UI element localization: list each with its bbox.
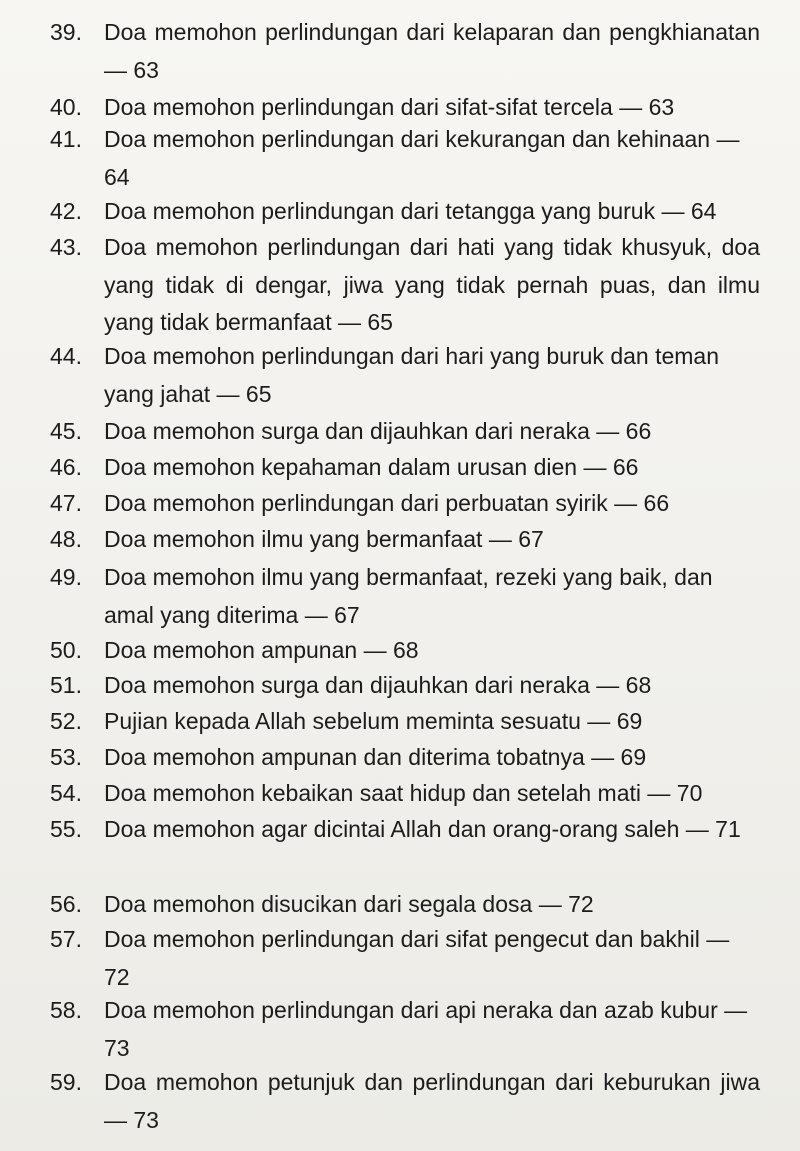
entry-title: Doa memohon ilmu yang bermanfaat — [104, 526, 483, 552]
separator: — — [363, 637, 387, 663]
entry-number: 41. — [50, 126, 82, 152]
separator: — — [104, 56, 127, 83]
separator: — — [488, 526, 512, 552]
toc-entry — [50, 1064, 760, 1139]
entry-text — [104, 992, 760, 1067]
separator: — — [647, 780, 671, 806]
entry-text — [104, 632, 760, 670]
entry-page: 65 — [245, 380, 272, 407]
toc-entry — [50, 811, 760, 849]
toc-entry — [50, 521, 760, 559]
toc-entry — [50, 193, 760, 231]
entry-title: Doa memohon perlindungan dari hati yang tidak khusyuk, doa yang tidak di dengar, jiwa yang tidak pernah puas, dan ilmu yang tidak bermanfaat — [104, 234, 760, 335]
entry-title: Doa memohon perlindungan dari sifat-sifat tercela — [104, 94, 613, 120]
entry-number: 58. — [50, 997, 82, 1023]
entry-number: 44. — [50, 343, 82, 369]
entry-page: 67 — [334, 601, 360, 628]
entry-page: 68 — [625, 672, 652, 698]
entry-title: Doa memohon ampunan — [104, 637, 358, 663]
entry-number: 42. — [50, 198, 82, 224]
entry-text — [104, 521, 760, 559]
entry-title: Pujian kepada Allah sebelum meminta sesuatu — [104, 708, 581, 734]
separator: — — [685, 816, 709, 842]
entry-title: Doa memohon kebaikan saat hidup dan setelah mati — [104, 780, 642, 806]
entry-text — [104, 485, 760, 523]
entry-title: Doa memohon ilmu yang bermanfaat, rezeki yang baik, dan amal yang diterima — [104, 564, 713, 628]
entry-number: 46. — [50, 454, 82, 480]
entry-number: 39. — [50, 19, 82, 45]
toc-entry — [50, 338, 760, 413]
toc-entry — [50, 739, 760, 777]
entry-number: 59. — [50, 1069, 82, 1095]
separator: — — [614, 490, 638, 516]
entry-title: Doa memohon perlindungan dari kelaparan dan pengkhianatan — [104, 19, 760, 45]
entry-number: 48. — [50, 526, 82, 552]
entry-text — [104, 449, 760, 487]
entry-number: 49. — [50, 564, 82, 590]
entry-page: 65 — [367, 309, 393, 335]
entry-text — [104, 667, 760, 705]
entry-page: 69 — [620, 744, 647, 770]
separator: — — [724, 997, 748, 1023]
entry-page: 70 — [676, 780, 703, 806]
toc-entry — [50, 886, 760, 924]
entry-text — [104, 811, 760, 849]
entry-page: 73 — [104, 1034, 130, 1061]
entry-page: 73 — [133, 1106, 159, 1133]
entry-page: 72 — [568, 891, 594, 917]
entry-title: Doa memohon perlindungan dari tetangga yang buruk — [104, 198, 656, 224]
separator: — — [716, 126, 740, 152]
entry-text — [104, 775, 760, 813]
separator: — — [104, 1106, 127, 1133]
entry-page: 66 — [625, 418, 652, 444]
toc-entry — [50, 14, 760, 89]
entry-text — [104, 338, 760, 413]
toc-entry — [50, 703, 760, 741]
toc-entry — [50, 413, 760, 451]
separator: — — [619, 94, 643, 120]
entry-number: 57. — [50, 926, 82, 952]
entry-title: Doa memohon agar dicintai Allah dan orang-orang saleh — [104, 816, 680, 842]
separator: — — [216, 380, 240, 407]
entry-text — [104, 14, 760, 89]
entry-number: 54. — [50, 780, 82, 806]
entry-title: Doa memohon surga dan dijauhkan dari neraka — [104, 672, 590, 698]
entry-text — [104, 921, 760, 996]
entry-number: 40. — [50, 94, 82, 120]
separator: — — [596, 672, 620, 698]
entry-page: 71 — [715, 816, 741, 842]
entry-text — [104, 193, 760, 231]
entry-title: Doa memohon disucikan dari segala dosa — [104, 891, 533, 917]
entry-title: Doa memohon perlindungan dari hari yang buruk dan teman yang jahat — [104, 343, 720, 407]
entry-text — [104, 739, 760, 777]
entry-number: 55. — [50, 816, 82, 842]
separator: — — [706, 926, 730, 952]
entry-text — [104, 229, 760, 342]
entry-text — [104, 559, 760, 634]
entry-number: 50. — [50, 637, 82, 663]
entry-title: Doa memohon perlindungan dari perbuatan syirik — [104, 490, 608, 516]
entry-number: 56. — [50, 891, 82, 917]
entry-title: Doa memohon petunjuk dan perlindungan dari keburukan jiwa — [104, 1069, 760, 1095]
toc-entry — [50, 229, 760, 342]
separator: — — [583, 454, 607, 480]
entry-number: 43. — [50, 234, 82, 260]
entry-page: 63 — [133, 56, 159, 83]
separator: — — [337, 309, 361, 335]
separator: — — [304, 601, 328, 628]
entry-title: Doa memohon ampunan dan diterima tobatnya — [104, 744, 585, 770]
separator: — — [661, 198, 685, 224]
toc-entry — [50, 667, 760, 705]
toc-entry — [50, 632, 760, 670]
entry-page: 63 — [648, 94, 675, 120]
entry-title: Doa memohon kepahaman dalam urusan dien — [104, 454, 578, 480]
entry-page: 67 — [518, 526, 544, 552]
toc-entry — [50, 775, 760, 813]
entry-page: 64 — [104, 163, 130, 190]
entry-page: 66 — [612, 454, 639, 480]
entry-number: 53. — [50, 744, 82, 770]
toc-entry — [50, 121, 760, 196]
entry-text — [104, 703, 760, 741]
entry-page: 72 — [104, 963, 130, 990]
entry-number: 51. — [50, 672, 82, 698]
entry-title: Doa memohon perlindungan dari kekurangan dan kehinaan — [104, 126, 711, 152]
entry-number: 47. — [50, 490, 82, 516]
toc-entry — [50, 485, 760, 523]
entry-page: 66 — [643, 490, 670, 516]
entry-title: Doa memohon surga dan dijauhkan dari neraka — [104, 418, 590, 444]
toc-entry — [50, 449, 760, 487]
separator: — — [587, 708, 611, 734]
entry-title: Doa memohon perlindungan dari sifat pengecut dan bakhil — [104, 926, 700, 952]
entry-text — [104, 1064, 760, 1139]
toc-entry — [50, 559, 760, 634]
separator: — — [591, 744, 615, 770]
entry-page: 64 — [690, 198, 717, 224]
entry-text — [104, 413, 760, 451]
entry-page: 68 — [392, 637, 419, 663]
entry-number: 52. — [50, 708, 82, 734]
separator: — — [538, 891, 562, 917]
entry-number: 45. — [50, 418, 82, 444]
entry-text — [104, 886, 760, 924]
toc-entry — [50, 921, 760, 996]
entry-title: Doa memohon perlindungan dari api neraka dan azab kubur — [104, 997, 718, 1023]
entry-page: 69 — [616, 708, 643, 734]
toc-entry — [50, 992, 760, 1067]
separator: — — [596, 418, 620, 444]
entry-text — [104, 121, 760, 196]
